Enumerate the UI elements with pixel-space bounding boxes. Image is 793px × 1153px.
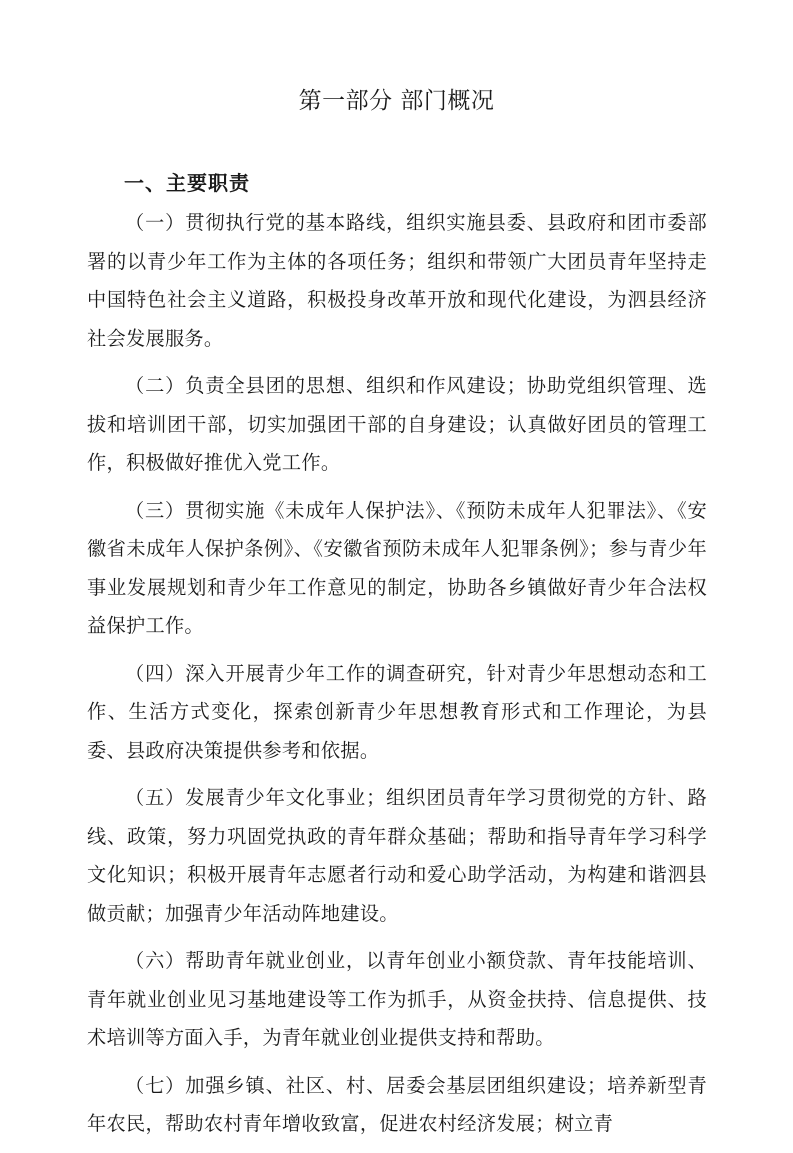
paragraph-5: （五）发展青少年文化事业；组织团员青年学习贯彻党的方针、路线、政策，努力巩固党执政的青年群众基础；帮助和指导青年学习科学文化知识；积极开展青年志愿者行动和爱心助学活动，为构建和谐泗县做贡献；加强青少年活动阵地建设。: [87, 786, 707, 925]
page-title: 第一部分 部门概况: [298, 88, 495, 114]
section-heading: 一、主要职责: [124, 171, 250, 195]
paragraph-2: （二）负责全县团的思想、组织和作风建设；协助党组织管理、选拔和培训团干部，切实加强团干部的自身建设；认真做好团员的管理工作，积极做好推优入党工作。: [87, 374, 707, 474]
paragraph-7: （七）加强乡镇、社区、村、居委会基层团组织建设；培养新型青年农民，帮助农村青年增收致富，促进农村经济发展；树立青: [87, 1073, 707, 1135]
document-body: [87, 204, 707, 1153]
paragraph-4: （四）深入开展青少年工作的调查研究，针对青少年思想动态和工作、生活方式变化，探索创新青少年思想教育形式和工作理论，为县委、县政府决策提供参考和依据。: [87, 661, 707, 762]
paragraph-6: （六）帮助青年就业创业，以青年创业小额贷款、青年技能培训、青年就业创业见习基地建设等工作为抓手，从资金扶持、信息提供、技术培训等方面入手，为青年就业创业提供支持和帮助。: [87, 949, 707, 1049]
paragraph-3: （三）贯彻实施《未成年人保护法》、《预防未成年人犯罪法》、《安徽省未成年人保护条例》、《安徽省预防未成年人犯罪条例》；参与青少年事业发展规划和青少年工作意见的制定，协助各乡镇做好青少年合法权益保护工作。: [87, 498, 707, 637]
paragraph-1: （一）贯彻执行党的基本路线，组织实施县委、县政府和团市委部署的以青少年工作为主体的各项任务；组织和带领广大团员青年坚持走中国特色社会主义道路，积极投身改革开放和现代化建设，为泗县经济社会发展服务。: [87, 211, 707, 350]
